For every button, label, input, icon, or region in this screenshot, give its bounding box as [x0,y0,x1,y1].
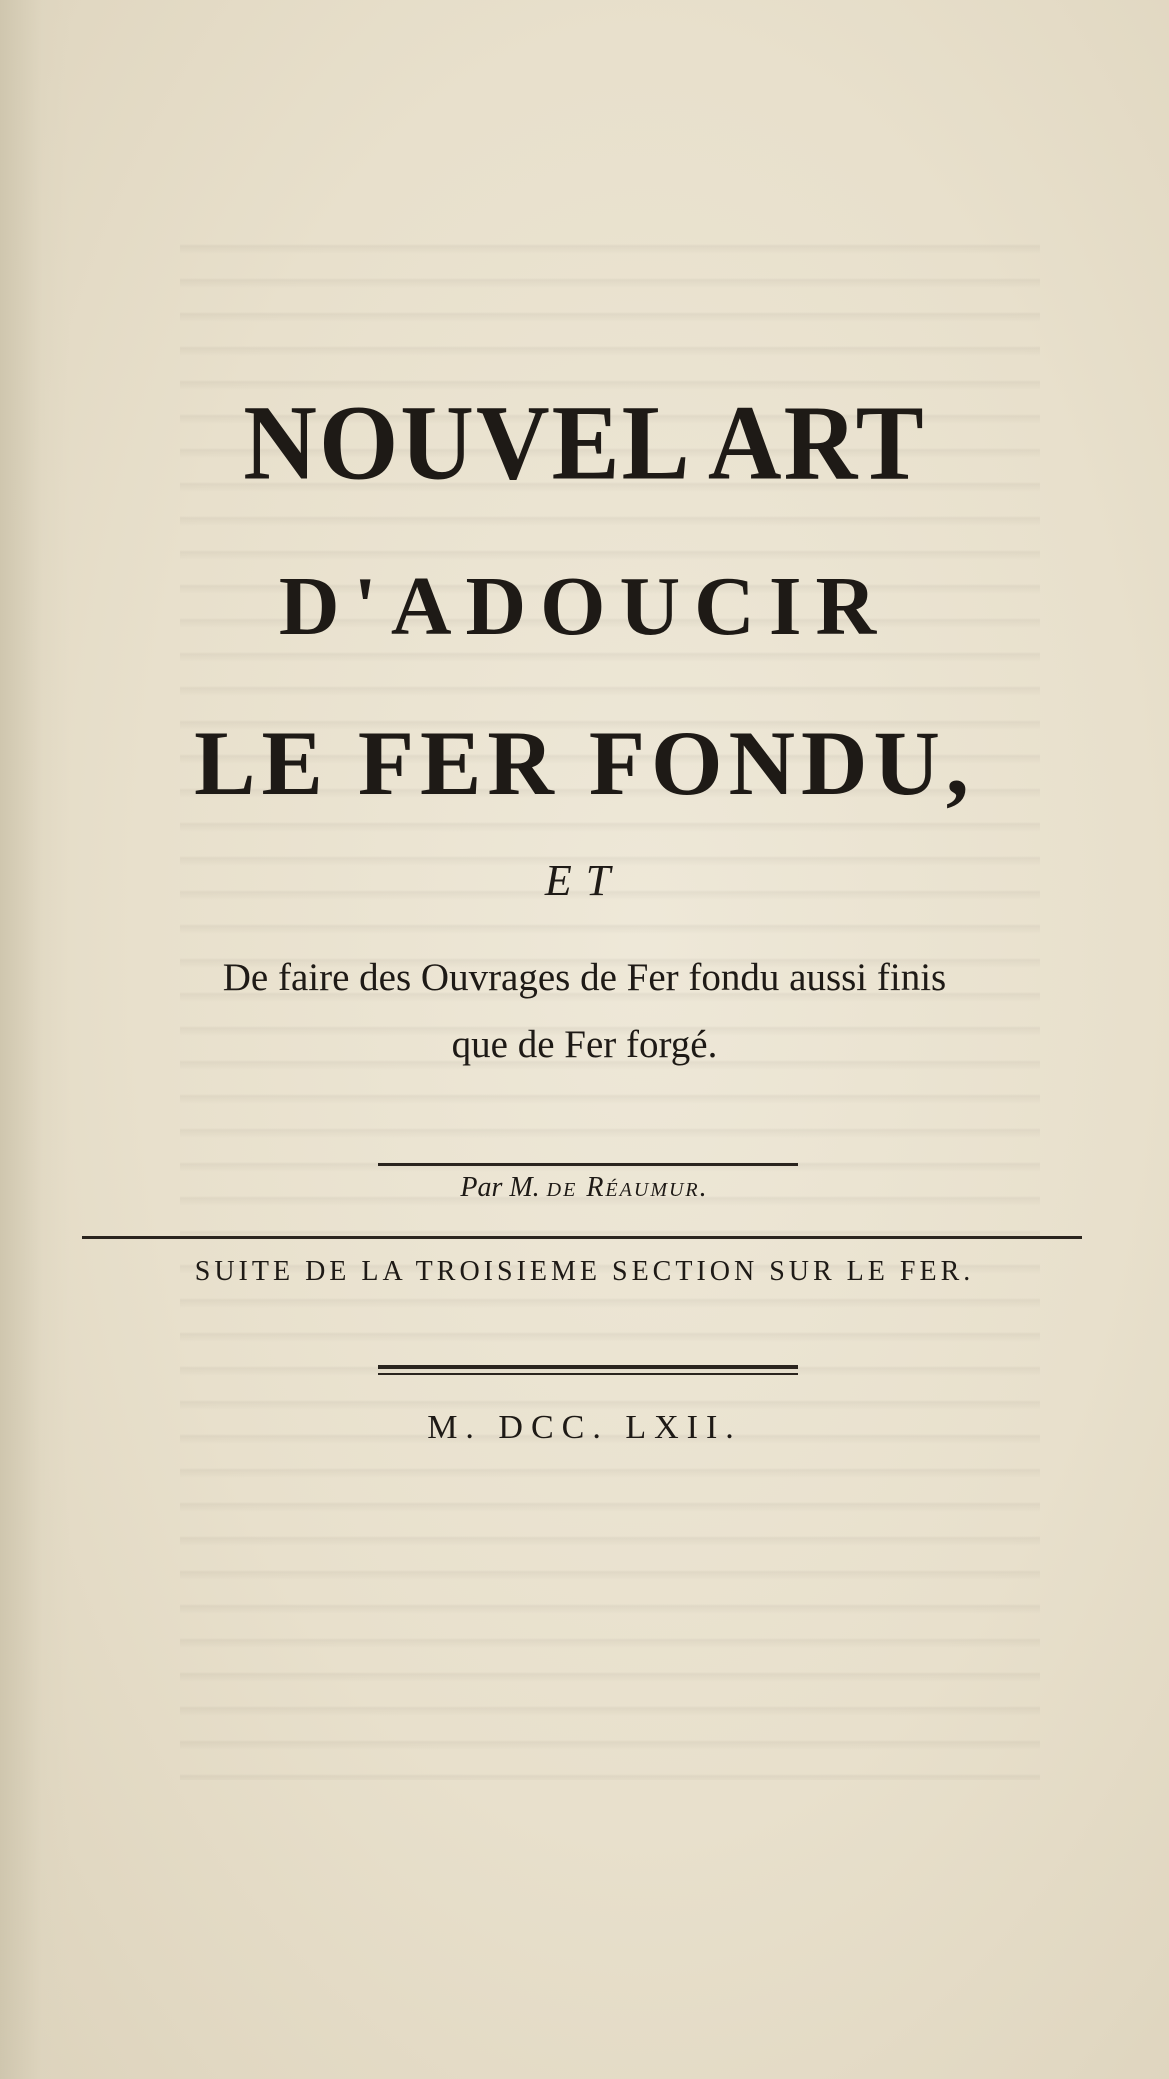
title-line-1: NOUVEL ART [243,384,926,503]
rule-above-section [82,1236,1082,1239]
double-rule-bottom [378,1373,798,1375]
title-line-3-comma: , [945,712,975,814]
author-name: de Réaumur. [546,1172,709,1203]
connector-et: ET [544,856,625,905]
title-line-3-text: LE FER FONDU [194,712,946,814]
section-heading: SUITE DE LA TROISIEME SECTION SUR LE FER. [194,1256,975,1287]
author-line [0,1172,1169,1204]
title-line-3 [0,710,1169,816]
title-line-2: D'ADOUCIR [278,560,891,653]
double-rule-top [378,1365,798,1369]
publication-date: M. DCC. LXII. [427,1409,742,1446]
subtitle-line-2: que de Fer forgé. [451,1023,718,1066]
subtitle-line-1: De faire des Ouvrages de Fer fondu aussi finis [222,956,947,999]
rule-above-author [378,1163,798,1166]
author-prefix: Par M. [460,1172,540,1203]
